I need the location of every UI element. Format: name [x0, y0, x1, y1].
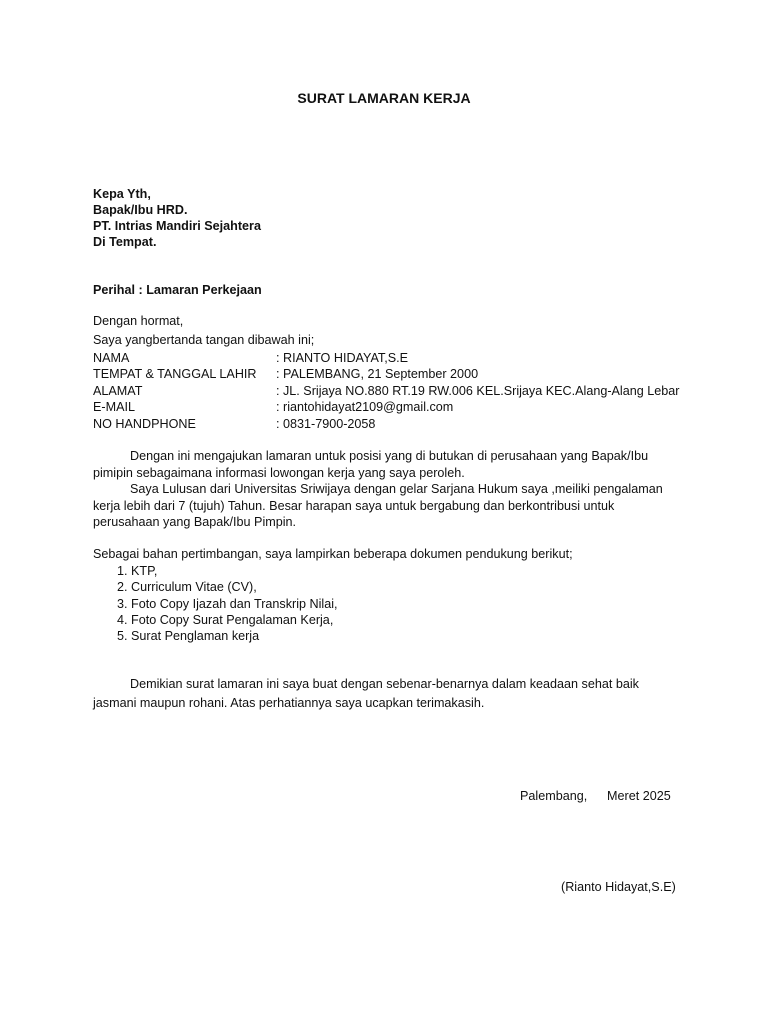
- list-item: 5. Surat Penglaman kerja: [117, 629, 260, 643]
- body-paragraph-1: Dengan ini mengajukan lamaran untuk posisi yang di butukan di perusahaan yang Bapak/Ibu pimipin sebagaimana informasi lowongan kerja yang saya peroleh.: [93, 449, 649, 480]
- recipient-line-2: Bapak/Ibu HRD.: [93, 203, 188, 217]
- body-paragraph-2: Saya Lulusan dari Universitas Sriwijaya dengan gelar Sarjana Hukum saya ,meiliki pengalaman kerja lebih dari 7 (tujuh) Tahun. Besar harapan saya untuk bergabung dan berkontribusi untuk perusahaan yang Bapak/Ibu Pimpin.: [93, 482, 663, 529]
- field-label-nama: NAMA: [93, 351, 130, 365]
- list-item: 1. KTP,: [117, 564, 158, 578]
- attachments-intro: Sebagai bahan pertimbangan, saya lampirkan beberapa dokumen pendukung berikut;: [93, 547, 573, 561]
- subject-line: Perihal : Lamaran Perkejaan: [93, 283, 262, 297]
- field-label-handphone: NO HANDPHONE: [93, 417, 196, 431]
- field-value-handphone: : 0831-7900-2058: [276, 417, 376, 431]
- recipient-line-1: Kepa Yth,: [93, 187, 151, 201]
- field-value-alamat: : JL. Srijaya NO.880 RT.19 RW.006 KEL.Srijaya KEC.Alang-Alang Lebar: [276, 384, 680, 398]
- signature-name: (Rianto Hidayat,S.E): [561, 880, 676, 894]
- recipient-line-3: PT. Intrias Mandiri Sejahtera: [93, 219, 261, 233]
- field-value-ttl: : PALEMBANG, 21 September 2000: [276, 367, 479, 381]
- greeting: Dengan hormat,: [93, 314, 184, 328]
- field-label-ttl: TEMPAT & TANGGAL LAHIR: [93, 367, 257, 381]
- field-value-email: : riantohidayat2109@gmail.com: [276, 400, 454, 414]
- list-item: 3. Foto Copy Ijazah dan Transkrip Nilai,: [117, 597, 338, 611]
- letter-title: SURAT LAMARAN KERJA: [297, 90, 471, 106]
- list-item: 4. Foto Copy Surat Pengalaman Kerja,: [117, 613, 334, 627]
- signature-date: Meret 2025: [607, 789, 671, 803]
- signature-place: Palembang,: [520, 789, 588, 803]
- field-label-email: E-MAIL: [93, 400, 135, 414]
- list-item: 2. Curriculum Vitae (CV),: [117, 580, 257, 594]
- intro-line: Saya yangbertanda tangan dibawah ini;: [93, 333, 315, 347]
- closing-paragraph: Demikian surat lamaran ini saya buat dengan sebenar-benarnya dalam keadaan sehat baik jasmani maupun rohani. Atas perhatiannya saya ucapkan terimakasih.: [93, 677, 639, 710]
- recipient-line-4: Di Tempat.: [93, 235, 157, 249]
- field-value-nama: : RIANTO HIDAYAT,S.E: [276, 351, 409, 365]
- field-label-alamat: ALAMAT: [93, 384, 143, 398]
